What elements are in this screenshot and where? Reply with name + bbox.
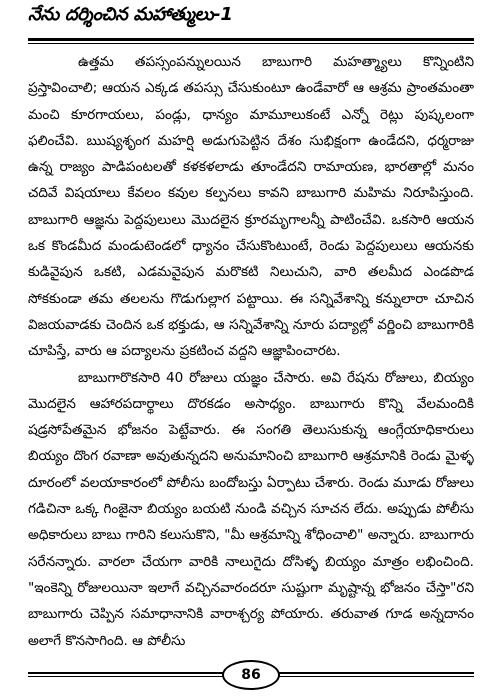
paragraph-tapas: ఉత్తమ తపస్సంపన్నులయిన బాబుగారి మహత్మ్యాలు కొన్నింటిని ప్రస్తావించాలి; ఆయన ఎక్కడ తపస్సు చేసుకుంటూ ఉండేవారో ఆ ఆశ్రమ ప్రాంతమంతా మంచి కూరగాయలు, పండ్లు, ధాన్యం మామూలుకంటే ఎన్నో రెట్లు పుష్కలంగా ఫలించేవి. ఋష్యశృంగ మహర్షి అడుగుపెట్టిన దేశం సుభిక్షంగా ఉండేదని, ధర్మరాజు ఉన్న రాజ్యం పాడిపంటలతో కళకళలాడు తూండేదని రామాయణ, భారతాల్లో మనం చదివే విషయాలు కేవలం కవుల కల్పనలు కావని బాబుగారి మహిమ నిరూపిస్తుంది. బాబుగారి ఆజ్ఞను పెద్దపులులు మొదలైన క్రూరమృగాలన్నీ పాటించేవి. ఒకసారి ఆయన ఒక కొండమీద మండుటెండలో ధ్యానం చేసుకొంటుంటే, రెండు పెద్దపులులు ఆయనకు కుడివైపున ఒకటి, ఎడమవైపున మరొకటి నిలుచుని, వారి తలమీద ఎండపొడ సోకకుండా తమ తలలను గొడుగుల్లాగ పట్టాయి. ఈ సన్నివేశాన్ని కన్నులారా చూచిన విజయవాడకు చెందిన ఒక భక్తుడు, ఆ సన్నివేశాన్ని నూరు పద్యాల్లో వర్ణించి బాబుగారికి చూపిస్తే, వారు ఆ పద్యాలను ప్రకటించ వద్దని ఆజ్ఞాపించారట. xyxy=(28,54,474,360)
header-rule-thick xyxy=(28,38,474,41)
header-rule-thin xyxy=(28,43,474,44)
page-number: 86 xyxy=(222,660,280,690)
body-text xyxy=(28,49,474,654)
running-head: నేను దర్శించిన మహాత్ములు-1 xyxy=(28,4,233,25)
page-footer xyxy=(0,656,500,696)
paragraph-yajna: బాబుగారొకసారి 40 రోజులు యజ్ఞం చేసారు. అవి రేషను రోజులు, బియ్యం మొదలైన ఆహారపదార్థాలు దొరకడం అసాధ్యం. బాబుగారు కొన్ని వేలమందికి షడ్రసోపేతమైన భోజనం పెట్టేవారు. ఈ సంగతి తెలుసుకున్న ఆంగ్లేయాధికారులు బియ్యం దొంగ రవాణా అవుతున్నదని అనుమానించి బాబుగారి ఆశ్రమానికి రెండు మైళ్ళ దూరంలో వలయాకారంలో పోలీసు బందోబస్తు ఏర్పాటు చేశారు. రెండు మూడు రోజులు గడిచినా ఒక్క గింజైనా బియ్యం బయటి నుండి వచ్చిన సూచన లేదు. అప్పుడు పోలీసు అధికారులు బాబు గారిని కలుసుకొని, "మీ ఆశ్రమాన్ని శోధించాలి" అన్నారు. బాబుగారు సరేనన్నారు. వారలా చేయగా వారికి నాలుగైదు దోసిళ్ళ బియ్యం మాత్రం లభించింది. "ఇంకెన్ని రోజులయినా ఇలాగే వచ్చినవారందరూ సుష్టుగా మృష్టాన్న భోజనం చేస్తా"రని బాబుగారు చెప్పిన సమాధానానికి వారాశ్చర్య పోయారు. తరువాత గూడ అన్నదానం అలాగే కొనసాగింది. ఆ పోలీసు xyxy=(28,369,474,649)
